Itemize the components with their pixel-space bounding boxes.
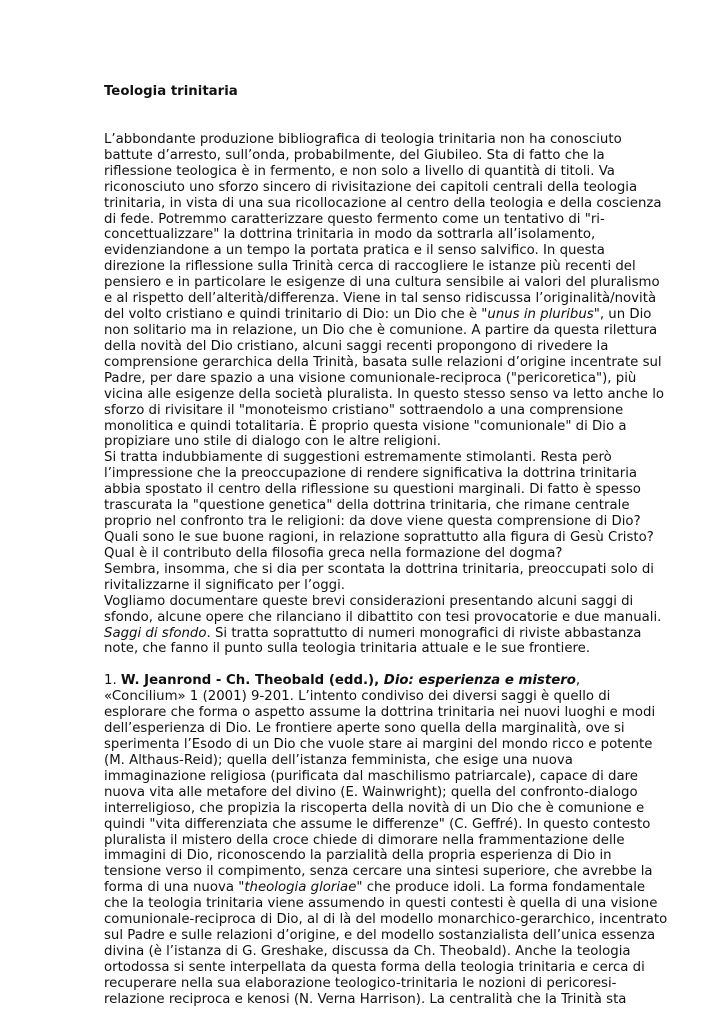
- intro-line: evidenziandone a un tempo la portata pratica e il senso salvifico. In questa: [104, 243, 605, 259]
- italic-phrase: theologia gloriae: [244, 880, 357, 896]
- intro-line: concettualizzare" la dottrina trinitaria in modo da sottrarla all’isolamento,: [104, 227, 596, 243]
- section-line-gloriae: [104, 880, 646, 896]
- intro-text: del volto cristiano e quindi trinitario di Dio: un Dio che è ": [104, 307, 488, 323]
- intro-line: non solitario ma in relazione, un Dio che è comunione. A partire da questa rilettura: [104, 322, 658, 338]
- section-line: immagini di Dio, riconoscendo la parzialità della propria esperienza di Dio in: [104, 848, 612, 864]
- intro-line: sforzo di rivisitare il "monoteismo cristiano" sottraendolo a una comprensione: [104, 402, 624, 418]
- intro-line: della novità del Dio cristiano, alcuni saggi recenti propongono di rivedere la: [104, 338, 609, 354]
- section-spacer: [104, 657, 624, 673]
- document-title: Teologia trinitaria: [104, 84, 238, 99]
- intro-line: riconosciuto uno sforzo sincero di rivisitazione dei capitoli centrali della teologia: [104, 179, 638, 195]
- intro-line: direzione la riflessione sulla Trinità cerca di raccogliere le istanze più recenti del: [104, 259, 636, 275]
- intro-line: e al rispetto dell’alterità/differenza. Viene in tal senso ridiscussa l’originalità/novità: [104, 291, 657, 307]
- intro-line-saggi: [104, 625, 642, 642]
- section-line: comunionale-reciproca di Dio, al di là del modello monarchico-gerarchico, incentrato: [104, 912, 668, 928]
- section-1-paragraph: [104, 673, 668, 1007]
- section-number: 1.: [104, 673, 121, 689]
- title-spacer: [104, 100, 624, 132]
- section-line: ortodossa si sente interpellata da questa forma della teologia trinitaria e cerca di: [104, 959, 645, 975]
- intro-line: trinitaria, in vista di una sua ricollocazione al centro della teologia e della coscienza: [104, 195, 662, 211]
- section-line: sperimenta l’Esodo di un Dio che vuole stare ai margini del mondo ricco e potente: [104, 737, 653, 753]
- intro-line: battute d’arresto, sull’onda, probabilmente, del Giubileo. Sta di fatto che la: [104, 147, 605, 163]
- intro-text: . Si tratta soprattutto di numeri monografici di riviste abbastanza: [206, 625, 642, 641]
- section-line: tensione verso il compimento, senza cercare una sintesi superiore, che avrebbe la: [104, 864, 653, 880]
- intro-line: sfondo, alcune opere che rilanciano il dibattito con tesi provocatorie e due manuali.: [104, 609, 662, 625]
- section-line: nuova vita alle metafore del divino (E. Wainwright); quella del confronto-dialogo: [104, 784, 638, 800]
- intro-line: propiziare uno stile di dialogo con le altre religioni.: [104, 434, 441, 450]
- section-line: che la teologia trinitaria viene assumendo in questi contesti è quella di una visione: [104, 896, 658, 912]
- section-line: divina (è l’istanza di G. Greshake, discussa da Ch. Theobald). Anche la teologia: [104, 944, 631, 960]
- section-line: dell’esperienza di Dio. Le frontiere aperte sono quella della marginalità, ove si: [104, 721, 625, 737]
- section-authors: W. Jeanrond - Ch. Theobald (edd.),: [120, 673, 384, 689]
- section-text: " che produce idoli. La forma fondamentale: [356, 880, 646, 896]
- intro-line: comprensione gerarchica della Trinità, basata sulle relazioni d’origine incentrate sul: [104, 354, 662, 370]
- intro-line: Padre, per dare spazio a una visione comunionale-reciproca ("pericoretica"), più: [104, 370, 637, 386]
- section-line: esplorare che forma o aspetto assume la dottrina trinitaria nei nuovi luoghi e modi: [104, 705, 656, 721]
- intro-line: l’impressione che la preoccupazione di rendere significativa la dottrina trinitaria: [104, 466, 638, 482]
- section-1-heading-line: [104, 673, 624, 689]
- intro-line-unus: [104, 307, 652, 323]
- section-line: recuperare nella sua elaborazione teologico-trinitaria le nozioni di pericoresi-: [104, 975, 617, 991]
- intro-line: Quali sono le sue buone ragioni, in relazione soprattutto alla figura di Gesù Cristo?: [104, 529, 654, 545]
- intro-line: pensiero e in particolare le esigenze di una cultura sensibile ai valori del pluralismo: [104, 275, 660, 291]
- section-line: pluralista il mistero della croce chiede di dimorare nella frammentazione delle: [104, 832, 625, 848]
- intro-line: vicina alle esigenze della società pluralista. In questo stesso senso va letto anche lo: [104, 386, 665, 402]
- italic-phrase: unus in pluribus: [487, 307, 594, 323]
- intro-line: Si tratta indubbiamente di suggestioni estremamente stimolanti. Resta però: [104, 450, 612, 466]
- section-line: sul Padre e sulle relazioni d’origine, e del modello sostanzialista dell’unica essenza: [104, 928, 656, 944]
- intro-line: rivitalizzarne il significato per l’oggi.: [104, 577, 346, 593]
- section-line: quindi "vita differenziata che assume le differenze" (C. Geffré). In questo contesto: [104, 816, 651, 832]
- intro-line: Vogliamo documentare queste brevi considerazioni presentando alcuni saggi di: [104, 593, 634, 609]
- intro-paragraph: [104, 131, 665, 657]
- section-comma: ,: [575, 673, 581, 689]
- section-line: (M. Althaus-Reid); quella dell’istanza femminista, che esige una nuova: [104, 752, 573, 768]
- italic-phrase: Saggi di sfondo: [104, 625, 207, 641]
- section-line: relazione reciproca e kenosi (N. Verna Harrison). La centralità che la Trinità sta: [104, 991, 627, 1007]
- intro-line: Sembra, insomma, che si dia per scontata la dottrina trinitaria, preoccupati solo di: [104, 561, 654, 577]
- intro-line: riflessione teologica è in fermento, e non solo a livello di quantità di titoli. Va: [104, 163, 615, 179]
- intro-line: di fede. Potremmo caratterizzare questo fermento come un tentativo di "ri-: [104, 211, 605, 227]
- section-title: Dio: esperienza e mistero: [383, 673, 576, 689]
- document-page: [104, 84, 668, 1008]
- section-line: interreligioso, che propizia la riscoperta della novità di un Dio che è comunione e: [104, 800, 645, 816]
- intro-line: abbia spostato il centro della riflessione su questioni marginali. Di fatto è spesso: [104, 482, 641, 498]
- section-line: «Concilium» 1 (2001) 9-201. L’intento condiviso dei diversi saggi è quello di: [104, 689, 611, 705]
- intro-line: proprio nel confronto tra le religioni: da dove viene questa comprensione di Dio?: [104, 514, 641, 530]
- intro-line: trascurata la "questione genetica" della dottrina trinitaria, che rimane centrale: [104, 498, 630, 514]
- intro-text: ", un Dio: [593, 307, 652, 323]
- intro-line: L’abbondante produzione bibliografica di teologia trinitaria non ha conosciuto: [104, 131, 622, 147]
- intro-line: monolitica e quindi totalitaria. È proprio questa visione "comunionale" di Dio a: [104, 418, 627, 434]
- section-line: immaginazione religiosa (purificata dal maschilismo patriarcale), capace di dare: [104, 768, 638, 784]
- intro-line: note, che fanno il punto sulla teologia trinitaria attuale e le sue frontiere.: [104, 641, 591, 657]
- section-text: forma di una nuova ": [104, 880, 245, 896]
- intro-line: Qual è il contributo della filosofia greca nella formazione del dogma?: [104, 545, 563, 561]
